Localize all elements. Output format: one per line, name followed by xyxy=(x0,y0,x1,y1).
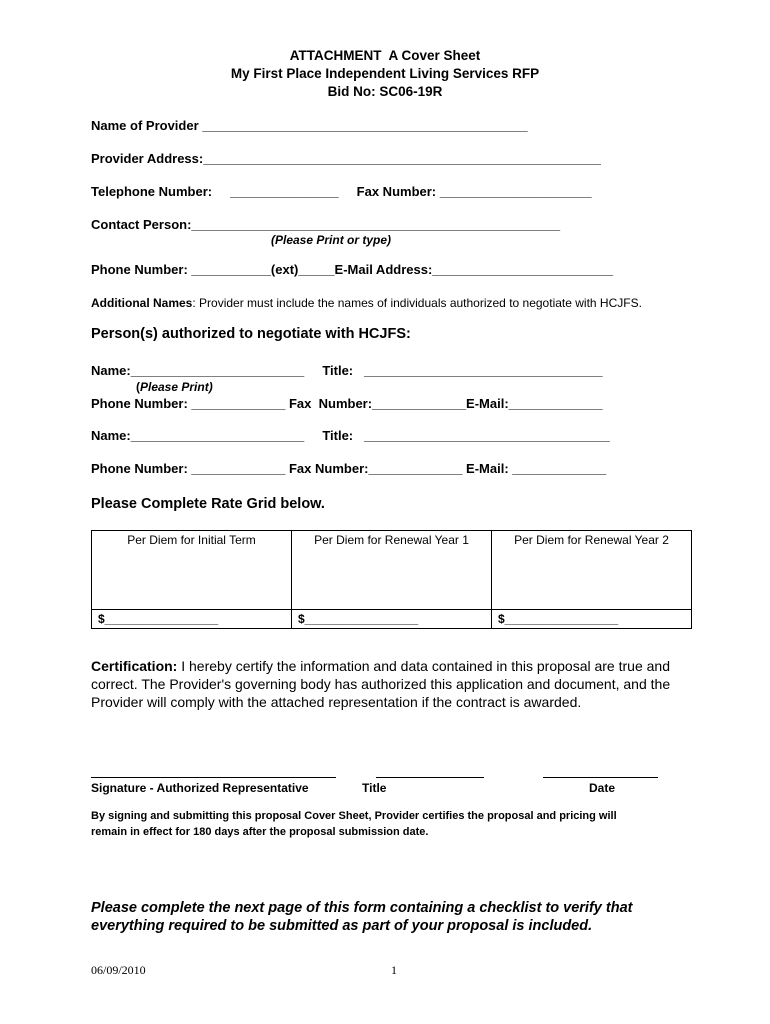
provider-address-field[interactable]: Provider Address:_______________________________________________________ xyxy=(91,151,601,166)
rate-grid-col-initial-term: Per Diem for Initial Term xyxy=(92,531,292,610)
rate-grid-table xyxy=(91,530,692,629)
certification-paragraph xyxy=(91,657,711,711)
closing-instruction-line-2: everything required to be submitted as part of your proposal is included. xyxy=(91,918,593,934)
bid-number: Bid No: SC06-19R xyxy=(327,84,443,99)
phone-email-field[interactable]: Phone Number: ___________(ext)_____E-Mail Address:_________________________ xyxy=(91,262,614,277)
rfp-title: My First Place Independent Living Services RFP xyxy=(230,66,540,81)
page-number: 1 xyxy=(391,963,397,977)
certification-label: Certification: xyxy=(91,658,178,674)
rate-grid-col-renewal-year-1: Per Diem for Renewal Year 1 xyxy=(292,531,492,610)
rate-grid-col-renewal-year-2: Per Diem for Renewal Year 2 xyxy=(492,531,692,610)
date-label: Date xyxy=(589,781,616,795)
title-line[interactable] xyxy=(376,777,484,778)
negotiator-2-contact[interactable]: Phone Number: _____________ Fax Number:_____________ E-Mail: _____________ xyxy=(91,461,607,476)
title-label: Title xyxy=(362,781,387,795)
provider-name-field[interactable]: Name of Provider _____________________________________________ xyxy=(91,118,528,133)
additional-names-text: : Provider must include the names of individuals authorized to negotiate with HCJFS. xyxy=(192,296,642,310)
rate-grid-heading: Please Complete Rate Grid below. xyxy=(91,496,325,512)
date-line[interactable] xyxy=(543,777,658,778)
print-or-type-note: (Please Print or type) xyxy=(271,233,392,247)
additional-names-label: Additional Names xyxy=(91,296,193,310)
rate-grid-header-row xyxy=(92,531,692,610)
closing-instruction-line-1: Please complete the next page of this form containing a checklist to verify that xyxy=(91,900,633,916)
telephone-fax-field[interactable]: Telephone Number: _______________ Fax Number: _____________________ xyxy=(91,184,592,199)
please-print-note xyxy=(136,380,213,394)
document-title: ATTACHMENT A Cover Sheet xyxy=(289,48,481,63)
validity-statement-line-2: remain in effect for 180 days after the proposal submission date. xyxy=(91,826,429,838)
rate-grid-value-row xyxy=(92,610,692,629)
validity-statement-line-1: By signing and submitting this proposal Cover Sheet, Provider certifies the proposal and pricing will xyxy=(91,810,617,822)
footer-date: 06/09/2010 xyxy=(91,963,146,977)
negotiator-2-name-title[interactable]: Name:________________________ Title: __________________________________ xyxy=(91,428,610,443)
signature-label: Signature - Authorized Representative xyxy=(91,781,309,795)
please-print-text: Please Print) xyxy=(140,380,213,394)
please-print-paren: ( xyxy=(136,380,140,394)
rate-input-initial-term[interactable]: $_________________ xyxy=(92,610,292,629)
certification-text: I hereby certify the information and data contained in this proposal are true and correct. The Provider's governing body has authorized this application and document, and the Provider will comply with the attached representation if the contract is awarded. xyxy=(91,658,671,710)
contact-person-field[interactable]: Contact Person:___________________________________________________ xyxy=(91,217,561,232)
negotiator-1-contact[interactable]: Phone Number: _____________ Fax Number:_____________E-Mail:_____________ xyxy=(91,396,603,411)
negotiators-heading: Person(s) authorized to negotiate with HCJFS: xyxy=(91,326,411,342)
rate-input-renewal-year-1[interactable]: $_________________ xyxy=(292,610,492,629)
rate-input-renewal-year-2[interactable]: $_________________ xyxy=(492,610,692,629)
signature-line[interactable] xyxy=(91,777,336,778)
additional-names-note xyxy=(91,296,642,310)
negotiator-1-name-title[interactable]: Name:________________________ Title: _________________________________ xyxy=(91,363,603,378)
